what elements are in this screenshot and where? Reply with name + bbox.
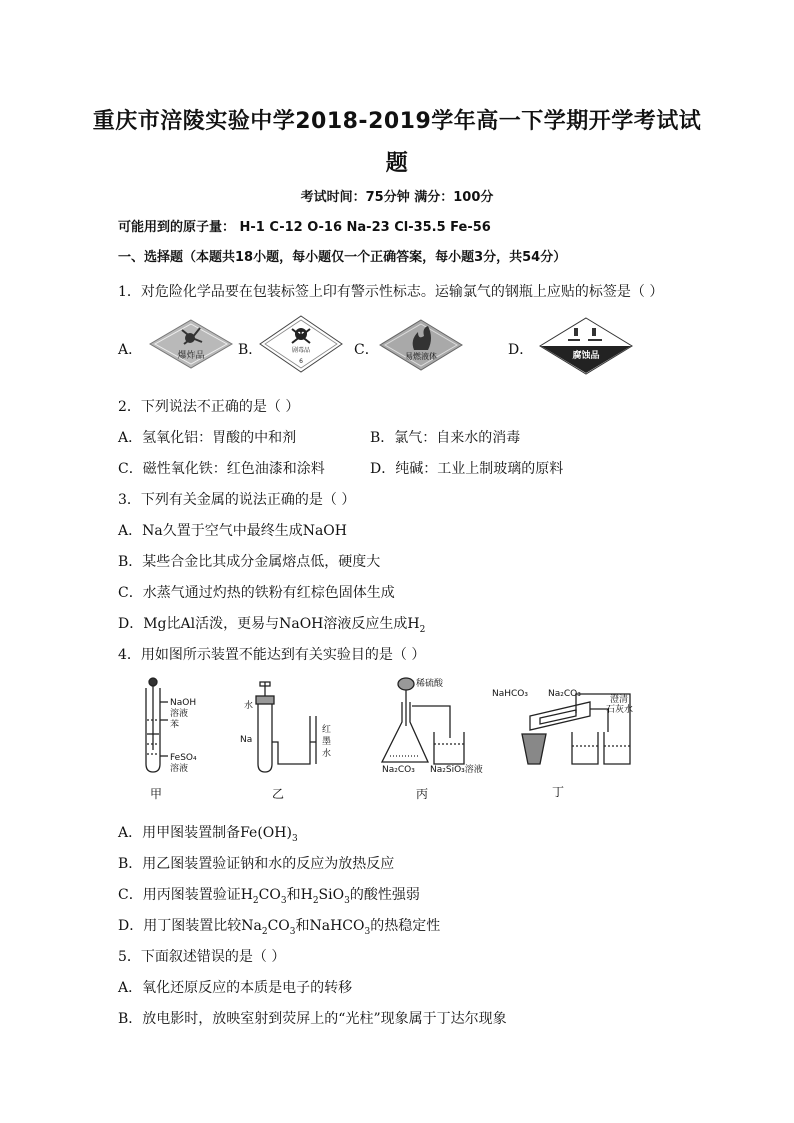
q1-option-b-letter: B． — [238, 342, 263, 358]
question-1-stem: 1．对危险化学品要在包装标签上印有警示性标志。运输氯气的钢瓶上应贴的标签是（ ） — [118, 284, 664, 300]
exam-info: 考试时间：75分钟 满分：100分 — [300, 190, 494, 205]
svg-text:溶液: 溶液 — [170, 709, 189, 719]
q1-d-label-text: 腐蚀品 — [572, 351, 600, 361]
apparatus-figure — [120, 672, 660, 800]
svg-text:溶液: 溶液 — [170, 764, 189, 774]
q2-option-b: B．氯气：自来水的消毒 — [370, 430, 521, 446]
q1-c-label-text: 易燃液体 — [405, 352, 437, 361]
q3-option-c: C．水蒸气通过灼热的铁粉有红棕色固体生成 — [118, 585, 395, 601]
question-4-stem: 4．用如图所示装置不能达到有关实验目的是（ ） — [118, 647, 426, 663]
svg-text:稀硫酸: 稀硫酸 — [416, 679, 444, 689]
q2-option-d: D．纯碱：工业上制玻璃的原料 — [370, 461, 564, 477]
explosive-label-icon — [148, 318, 234, 370]
q1-option-a-letter: A． — [118, 342, 143, 358]
page-title-cont: 题 — [385, 151, 409, 176]
q1-b-label-number: 6 — [299, 358, 303, 365]
svg-text:苯: 苯 — [170, 720, 180, 730]
svg-text:NaOH: NaOH — [170, 698, 197, 708]
q3-option-b: B．某些合金比其成分金属熔点低，硬度大 — [118, 554, 381, 570]
svg-text:澄清: 澄清 — [610, 695, 629, 705]
q4-option-c: C．用丙图装置验证$H_2CO_3$和$H_2SiO_3$的酸性强弱 — [118, 887, 420, 906]
q2-option-a: A．氢氧化铝：胃酸的中和剂 — [118, 430, 297, 446]
q1-option-c-letter: C． — [354, 342, 379, 358]
q4-option-a: A．用甲图装置制备$Fe(OH)_3$ — [118, 825, 298, 844]
svg-text:水: 水 — [322, 749, 332, 759]
question-3-stem: 3．下列有关金属的说法正确的是（ ） — [118, 492, 356, 508]
svg-text:Na₂SiO₃溶液: Na₂SiO₃溶液 — [430, 765, 483, 775]
svg-text:红: 红 — [322, 725, 332, 735]
q5-option-b: B．放电影时，放映室射到荧屏上的“光柱”现象属于丁达尔现象 — [118, 1011, 507, 1027]
corrosive-label-icon — [538, 316, 634, 376]
apparatus-bing — [382, 678, 464, 764]
q1-a-label-text: 爆炸品 — [177, 351, 205, 361]
figure-jia-label: 甲 — [150, 787, 163, 800]
svg-text:Na: Na — [240, 735, 253, 745]
atomic-masses: 可能用到的原子量： H-1 C-12 O-16 Na-23 Cl-35.5 Fe-56 — [118, 220, 491, 235]
svg-text:Na₂CO₃: Na₂CO₃ — [382, 765, 415, 775]
section-heading: 一、选择题（本题共18小题，每小题仅一个正确答案，每小题3分，共54分） — [118, 250, 567, 265]
apparatus-jia — [146, 678, 168, 772]
figure-bing-label: 丙 — [416, 787, 429, 800]
q4-option-d: D．用丁图装置比较$Na_2CO_3$和NaHCO$_3$的热稳定性 — [118, 918, 441, 937]
toxic-label-icon — [258, 314, 344, 374]
svg-text:NaHCO₃: NaHCO₃ — [492, 689, 528, 699]
q3-option-d: D．Mg比Al活泼，更易与NaOH溶液反应生成$H_2$ — [118, 616, 426, 635]
svg-text:石灰水: 石灰水 — [606, 705, 634, 715]
q1-option-d-letter: D． — [508, 342, 534, 358]
svg-text:墨: 墨 — [322, 737, 332, 747]
flammable-label-icon — [378, 318, 464, 372]
svg-text:FeSO₄: FeSO₄ — [170, 753, 197, 763]
q3-option-a: A．Na久置于空气中最终生成NaOH — [118, 523, 347, 539]
q1-b-label-text: 剧毒品 — [291, 347, 311, 354]
question-5-stem: 5．下面叙述错误的是（ ） — [118, 949, 286, 965]
figure-yi-label: 乙 — [272, 787, 285, 800]
q2-option-c: C．磁性氧化铁：红色油漆和涂料 — [118, 461, 325, 477]
page-title: 重庆市涪陵实验中学2018-2019学年高一下学期开学考试试 — [92, 109, 702, 134]
apparatus-yi — [256, 682, 316, 772]
figure-ding-label: 丁 — [552, 785, 565, 799]
q4-option-b: B．用乙图装置验证钠和水的反应为放热反应 — [118, 856, 395, 872]
svg-text:Na₂CO₃: Na₂CO₃ — [548, 689, 581, 699]
svg-text:水: 水 — [244, 701, 254, 711]
q5-option-a: A．氧化还原反应的本质是电子的转移 — [118, 980, 353, 996]
question-2-stem: 2．下列说法不正确的是（ ） — [118, 399, 300, 415]
